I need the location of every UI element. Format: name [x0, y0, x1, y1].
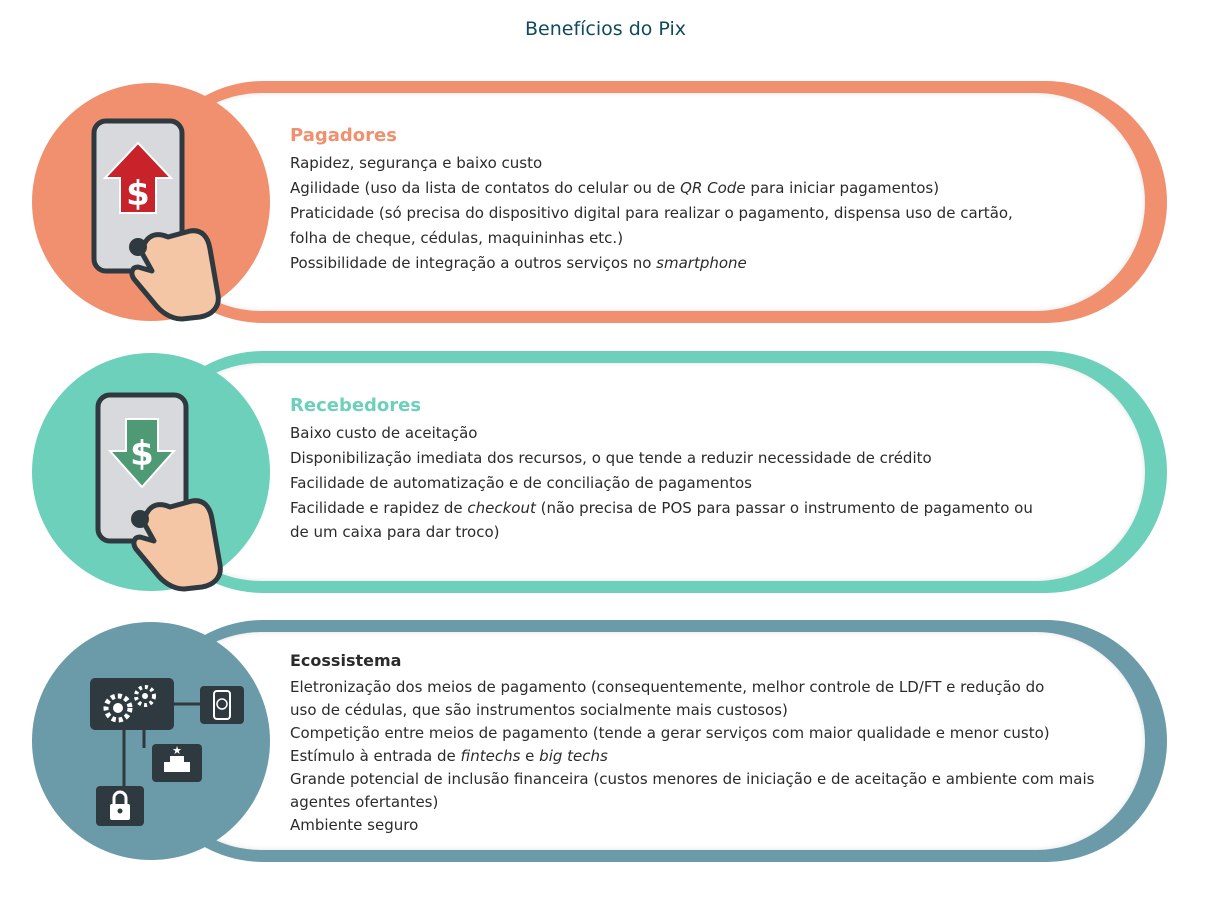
benefit-line: de um caixa para dar troco) [290, 523, 500, 541]
card-text [290, 125, 1090, 276]
section-title: Pagadores [290, 125, 397, 146]
benefit-line: Competição entre meios de pagamento (tende a gerar serviços com maior qualidade e menor custo) [290, 724, 1050, 742]
benefit-line: folha de cheque, cédulas, maquininhas etc.) [290, 229, 624, 247]
phone-receive-money-icon [32, 351, 270, 593]
benefit-line: Facilidade de automatização e de conciliação de pagamentos [290, 474, 752, 492]
section-title: Recebedores [290, 395, 422, 416]
benefit-line: Disponibilização imediata dos recursos, o que tende a reduzir necessidade de crédito [290, 449, 932, 467]
page-title: Benefícios do Pix [525, 18, 686, 40]
benefit-line: Praticidade (só precisa do dispositivo digital para realizar o pagamento, dispensa uso de cartão, [290, 204, 1013, 222]
card-text [290, 395, 1090, 543]
benefit-line: Eletronização dos meios de pagamento (consequentemente, melhor controle de LD/FT e redução do [290, 678, 1045, 696]
phone-send-money-icon [32, 81, 270, 323]
card-pagadores [32, 81, 1167, 323]
section-title: Ecossistema [290, 651, 402, 670]
svg-text:$: $ [126, 174, 150, 214]
card-recebedores [32, 351, 1167, 593]
benefit-line: Agilidade (uso da lista de contatos do celular ou de QR Code para iniciar pagamentos) [290, 179, 940, 197]
benefit-line: Facilidade e rapidez de checkout (não precisa de POS para passar o instrumento de pagamento ou [290, 499, 1033, 517]
benefit-line: Ambiente seguro [290, 816, 419, 834]
benefit-line: Possibilidade de integração a outros serviços no smartphone [290, 254, 747, 272]
benefit-line: uso de cédulas, que são instrumentos socialmente mais custosos) [290, 701, 788, 719]
svg-text:★: ★ [172, 744, 182, 757]
card-text [290, 650, 1095, 837]
benefit-line: agentes ofertantes) [290, 793, 439, 811]
card-ecossistema [32, 620, 1167, 862]
benefit-line: Rapidez, segurança e baixo custo [290, 154, 543, 172]
ecosystem-network-icon [32, 620, 270, 862]
benefit-line: Estímulo à entrada de fintechs e big techs [290, 747, 608, 765]
svg-text:$: $ [130, 434, 154, 474]
benefit-line: Baixo custo de aceitação [290, 424, 478, 442]
benefit-line: Grande potencial de inclusão financeira (custos menores de iniciação e de aceitação e ambiente com mais [290, 770, 1095, 788]
